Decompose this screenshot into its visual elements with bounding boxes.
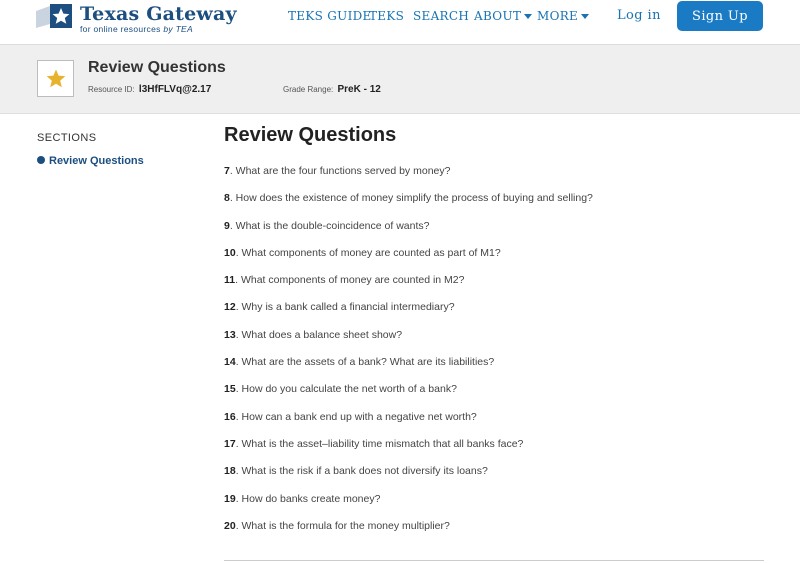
question-number: 8 <box>224 192 230 205</box>
question-number: 16 <box>224 410 236 423</box>
question-item <box>224 299 593 326</box>
login-link[interactable]: Log in <box>617 8 661 23</box>
resource-title: Review Questions <box>88 59 226 76</box>
question-number: 9 <box>224 219 230 232</box>
question-text: . How do banks create money? <box>235 492 381 505</box>
grade-range-value: PreK - 12 <box>337 84 381 95</box>
question-item <box>224 190 593 217</box>
sidebar-item-label: Review Questions <box>49 155 144 167</box>
favorite-button[interactable] <box>37 60 74 97</box>
question-text: . How does the existence of money simplify the process of buying and selling? <box>229 192 593 205</box>
chevron-down-icon <box>524 14 532 19</box>
texas-star-logo-icon <box>36 2 76 32</box>
question-number: 13 <box>224 328 236 341</box>
page-title: Review Questions <box>224 124 397 146</box>
question-number: 19 <box>224 492 236 505</box>
nav-search[interactable]: SEARCH <box>413 9 470 23</box>
question-number: 18 <box>224 465 236 478</box>
question-item <box>224 354 593 381</box>
nav-teks-guide[interactable]: TEKS GUIDE <box>288 9 372 23</box>
question-text: . What is the risk if a bank does not diversify its loans? <box>235 465 488 478</box>
question-number: 7 <box>224 165 230 177</box>
question-text: . What are the assets of a bank? What are its liabilities? <box>235 356 495 369</box>
question-number: 14 <box>224 356 236 369</box>
question-text: . How can a bank end up with a negative net worth? <box>235 410 477 423</box>
question-text: . What is the asset–liability time mismatch that all banks face? <box>235 437 524 450</box>
question-text: . What are the four functions served by money? <box>229 165 451 177</box>
nav-teks[interactable]: TEKS <box>369 9 405 23</box>
question-item <box>224 436 593 463</box>
question-text: . Why is a bank called a financial intermediary? <box>235 301 455 314</box>
resource-header <box>0 45 800 114</box>
question-number: 17 <box>224 437 236 450</box>
question-item <box>224 163 593 190</box>
sidebar-item-review-questions[interactable] <box>37 155 144 167</box>
resource-id-value: l3HfFLVq@2.17 <box>138 84 212 95</box>
question-item <box>224 491 593 518</box>
chevron-down-icon <box>581 14 589 19</box>
question-number: 20 <box>224 519 236 532</box>
signup-button[interactable]: Sign Up <box>677 1 763 31</box>
question-list <box>224 163 593 545</box>
nav-about[interactable]: ABOUT <box>474 9 532 23</box>
bullet-icon <box>37 156 45 164</box>
top-nav <box>0 0 800 45</box>
question-text: . What is the formula for the money multiplier? <box>235 519 450 532</box>
nav-more[interactable]: MORE <box>537 9 589 23</box>
question-item <box>224 381 593 408</box>
question-item <box>224 218 593 245</box>
resource-id-label: Resource ID: <box>88 85 135 94</box>
star-icon <box>46 69 66 88</box>
logo-title: Texas Gateway <box>80 3 237 25</box>
logo-subtitle: for online resources by TEA <box>80 24 193 34</box>
sections-heading: SECTIONS <box>37 132 97 144</box>
question-item <box>224 409 593 436</box>
question-item <box>224 463 593 490</box>
question-text: . What components of money are counted in M2? <box>235 274 465 287</box>
question-number: 10 <box>224 246 236 259</box>
question-text: . What is the double-coincidence of wants? <box>229 219 430 232</box>
resource-id <box>88 84 211 95</box>
question-number: 15 <box>224 383 236 396</box>
grade-range <box>283 84 381 95</box>
question-text: . How do you calculate the net worth of a bank? <box>235 383 457 396</box>
question-item <box>224 518 593 545</box>
question-number: 11 <box>224 274 236 287</box>
question-text: . What components of money are counted as part of M1? <box>235 246 501 259</box>
question-item <box>224 272 593 299</box>
question-text: . What does a balance sheet show? <box>235 328 403 341</box>
grade-range-label: Grade Range: <box>283 85 334 94</box>
question-item <box>224 245 593 272</box>
question-number: 12 <box>224 301 236 314</box>
texas-gateway-logo[interactable] <box>36 2 237 36</box>
divider <box>224 560 764 561</box>
question-item <box>224 327 593 354</box>
